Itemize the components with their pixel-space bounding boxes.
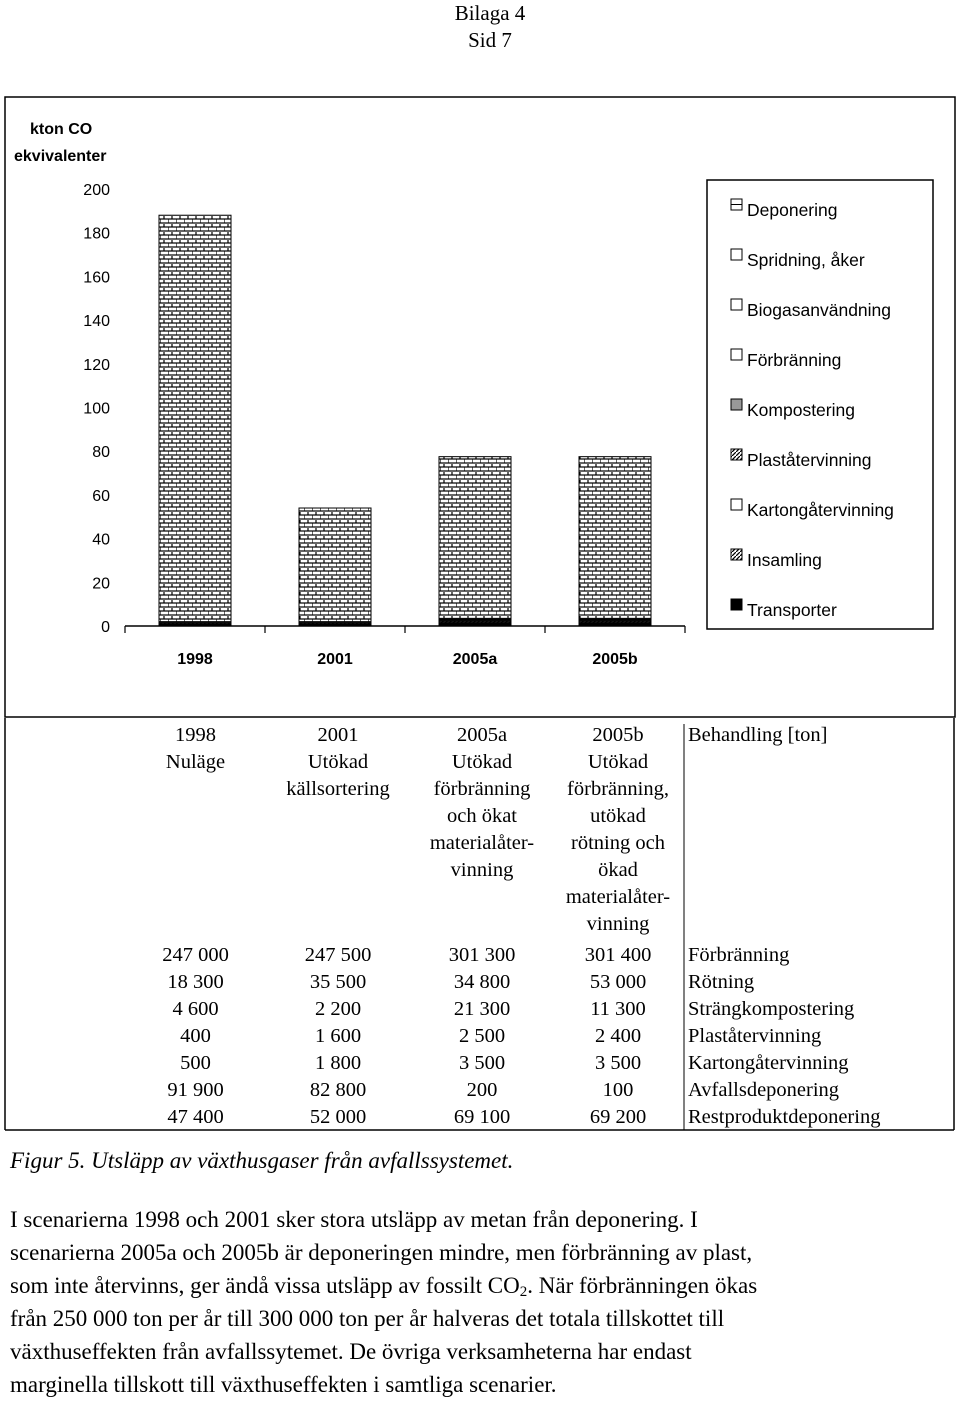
y-tick-label: 60 (92, 487, 110, 505)
y-tick-label: 80 (92, 444, 110, 462)
col-2005a (412, 722, 552, 884)
x-tick-label: 2005b (592, 651, 638, 668)
y-tick-label: 140 (83, 313, 110, 331)
table-cell: 11 300 (590, 998, 646, 1020)
col-header: förbränning, (567, 778, 669, 800)
treatment-label: Kartongåtervinning (688, 1052, 849, 1074)
bar-segment (579, 457, 651, 619)
paragraph-line (10, 1269, 955, 1302)
legend-label: Biogasanvändning (747, 300, 892, 320)
col-2005a-values (412, 942, 552, 1131)
table-cell: 247 500 (304, 944, 372, 966)
appendix-label: Bilaga 4 (454, 1, 526, 25)
paragraph-text: som inte återvinns, ger ändå vissa utsläpp av fossilt CO (10, 1273, 520, 1298)
y-tick-label: 160 (83, 269, 110, 287)
treatment-label: Restproduktdeponering (688, 1106, 881, 1128)
col-treatment-header (688, 722, 948, 749)
legend-label: Deponering (747, 200, 838, 220)
legend-label: Kompostering (747, 400, 855, 420)
table-cell: 21 300 (453, 998, 511, 1020)
legend-swatch (731, 249, 742, 260)
table-cell: 69 200 (589, 1106, 647, 1128)
paragraph-line: från 250 000 ton per år till 300 000 ton per år halveras det totala tillskottet till (10, 1306, 725, 1331)
legend-swatch (731, 499, 742, 510)
treatment-label: Förbränning (688, 944, 790, 966)
legend-swatch (731, 599, 742, 610)
col-header: förbränning (433, 778, 531, 800)
treatment-table (0, 718, 960, 1138)
col-2001 (268, 722, 408, 803)
col-header: Utökad (307, 751, 369, 773)
legend-label: Kartongåtervinning (747, 500, 894, 520)
table-cell: 3 500 (594, 1052, 642, 1074)
table-cell: 247 000 (162, 944, 229, 966)
legend-swatch (731, 549, 742, 560)
y-tick-label: 20 (92, 575, 110, 593)
table-cell: 301 300 (448, 944, 516, 966)
legend-swatch (731, 449, 742, 460)
table-cell: 35 500 (309, 971, 367, 993)
col-header: källsortering (286, 778, 390, 800)
y-tick-label: 120 (83, 356, 110, 374)
col-header: 2001 (317, 724, 359, 746)
x-axis-ticks (125, 626, 685, 633)
legend-swatch (731, 349, 742, 360)
legend-label: Spridning, åker (747, 250, 865, 270)
y-axis-label-line2: ekvivalenter (14, 148, 107, 165)
y-axis-ticks (83, 182, 110, 636)
bar-segment (299, 508, 371, 622)
col-1998 (128, 722, 263, 776)
treatment-label: Rötning (688, 971, 755, 993)
col-header: Nuläge (165, 751, 226, 773)
col-header: 1998 (175, 724, 216, 746)
legend-swatch (731, 399, 742, 410)
col-header: Utökad (587, 751, 649, 773)
y-tick-label: 40 (92, 531, 110, 549)
paragraph-line: marginella tillskott till växthuseffekten i samtliga scenarier. (10, 1372, 557, 1397)
table-cell: 1 800 (314, 1052, 362, 1074)
bar-group (159, 215, 651, 626)
table-cell: 1 600 (314, 1025, 362, 1047)
paragraph-line: växthuseffekten från avfallssytemet. De övriga verksamheterna har endast (10, 1339, 692, 1364)
y-tick-label: 0 (101, 619, 110, 636)
legend-label: Transporter (747, 600, 837, 620)
table-cell: 3 500 (458, 1052, 506, 1074)
col-header: ökad (598, 859, 638, 881)
col-header: 2005b (592, 724, 644, 746)
bar-segment (439, 457, 511, 619)
page-number: Sid 7 (468, 28, 512, 52)
col-header: materialåter- (565, 886, 671, 908)
col-header: vinning (586, 913, 650, 935)
legend-swatch (731, 299, 742, 310)
col-2001-values (268, 942, 408, 1131)
y-tick-label: 180 (83, 225, 110, 243)
x-tick-label: 2005a (452, 651, 498, 668)
table-cell: 2 200 (314, 998, 362, 1020)
col-treatment-values (688, 942, 950, 1131)
table-cell: 2 400 (594, 1025, 642, 1047)
table-cell: 82 800 (309, 1079, 367, 1101)
table-cell: 400 (180, 1025, 211, 1047)
y-axis-label-line1: kton CO (30, 121, 93, 138)
table-cell: 301 400 (584, 944, 652, 966)
col-1998-values (128, 942, 263, 1131)
table-cell: 52 000 (309, 1106, 367, 1128)
paragraph-line: scenarierna 2005a och 2005b är deponeringen mindre, men förbränning av plast, (10, 1240, 753, 1265)
treatment-label: Avfallsdeponering (688, 1079, 840, 1101)
figure-caption: Figur 5. Utsläpp av växthusgaser från avfallssystemet. (10, 1148, 514, 1173)
col-header: rötning och (571, 832, 665, 854)
table-cell: 2 500 (458, 1025, 506, 1047)
legend-label: Plaståtervinning (747, 450, 872, 470)
y-tick-label: 100 (83, 400, 110, 418)
col-2005b-values (548, 942, 688, 1131)
table-cell: 69 100 (453, 1106, 511, 1128)
table-cell: 200 (466, 1079, 498, 1101)
paragraph-line: I scenarierna 1998 och 2001 sker stora utsläpp av metan från deponering. I (10, 1207, 698, 1232)
col-header: 2005a (456, 724, 508, 746)
body-paragraph (10, 1203, 955, 1401)
treatment-label: Strängkompostering (688, 998, 855, 1020)
x-tick-label: 2001 (317, 651, 353, 668)
col-header: och ökat (446, 805, 518, 827)
table-cell: 53 000 (589, 971, 647, 993)
x-axis-labels (177, 651, 638, 668)
table-cell: 47 400 (167, 1106, 224, 1128)
table-cell: 18 300 (167, 971, 224, 993)
paragraph-text: . När förbränningen ökas (527, 1273, 758, 1298)
table-cell: 100 (602, 1079, 634, 1101)
table-cell: 91 900 (167, 1079, 224, 1101)
treatment-header: Behandling [ton] (688, 724, 828, 746)
treatment-label: Plaståtervinning (688, 1025, 822, 1047)
y-tick-label: 200 (83, 182, 110, 199)
x-tick-label: 1998 (177, 651, 213, 668)
table-cell: 34 800 (453, 971, 511, 993)
col-2005b (548, 722, 688, 938)
col-header: utökad (590, 805, 646, 827)
col-header: Utökad (451, 751, 513, 773)
table-cell: 4 600 (172, 998, 219, 1020)
co2-subscript: 2 (519, 1284, 528, 1300)
col-header: materialåter- (429, 832, 535, 854)
legend-label: Insamling (747, 550, 822, 570)
legend-label: Förbränning (747, 350, 842, 370)
col-header: vinning (450, 859, 514, 881)
bar-segment (159, 215, 231, 621)
table-cell: 500 (180, 1052, 211, 1074)
